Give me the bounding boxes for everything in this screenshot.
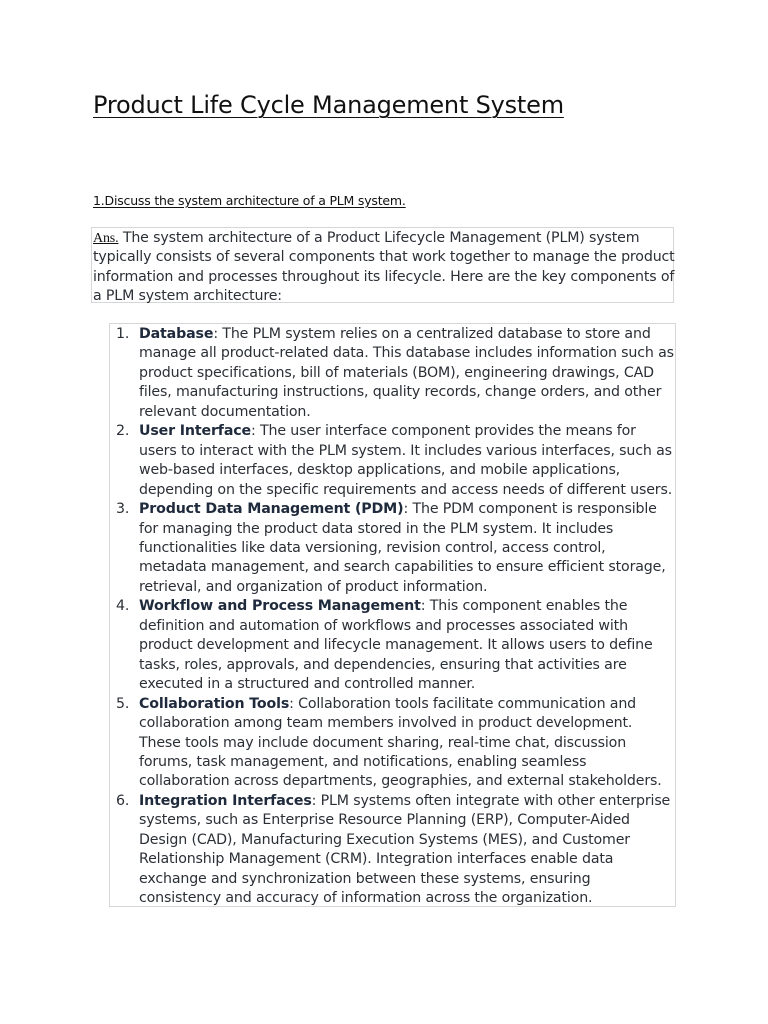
components-list bbox=[112, 325, 676, 909]
list-item-term: User Interface bbox=[139, 423, 251, 440]
document-title: Product Life Cycle Management System bbox=[93, 91, 564, 119]
list-item-number: 6. bbox=[116, 792, 130, 809]
list-item-description: : PLM systems often integrate with other enterprise systems, such as Enterprise Resource Planning (ERP), Computer-Aided Design (CAD), Manufacturing Execution Systems (MES), and Customer Relationship Management (CRM). Integration interfaces enable data exchange and synchronization between these systems, ensuring consistency and accuracy of information across the organization. bbox=[139, 792, 671, 907]
list-item bbox=[112, 422, 676, 500]
list-item-description: : The PLM system relies on a centralized database to store and manage all product-related data. This database includes information such as product specifications, bill of materials (BOM), engineering drawings, CAD files, manufacturing instructions, quality records, change orders, and other relevant documentation. bbox=[139, 326, 674, 420]
list-item bbox=[112, 500, 676, 597]
list-item-term: Collaboration Tools bbox=[139, 695, 290, 712]
list-item bbox=[112, 792, 676, 909]
list-item-description: : The PDM component is responsible for managing the product data stored in the PLM system. It includes functionalities like data versioning, revision control, access control, metadata management, and search capabilities to ensure efficient storage, retrieval, and organization of product information. bbox=[139, 501, 666, 595]
list-item-number: 5. bbox=[116, 695, 130, 712]
list-item-description: : Collaboration tools facilitate communication and collaboration among team members involved in product development. These tools may include document sharing, real-time chat, discussion forums, task management, and notifications, enabling seamless collaboration across departments, geographies, and external stakeholders. bbox=[139, 695, 662, 790]
list-item-description: : The user interface component provides the means for users to interact with the PLM system. It includes various interfaces, such as web-based interfaces, desktop applications, and mobile applications, depending on the specific requirements and access needs of different users. bbox=[139, 423, 673, 498]
list-item-number: 1. bbox=[116, 326, 130, 342]
list-item-term: Database bbox=[139, 326, 214, 342]
question-heading: 1.Discuss the system architecture of a PLM system. bbox=[93, 193, 406, 208]
list-item-number: 2. bbox=[116, 423, 130, 440]
list-item bbox=[112, 597, 676, 694]
list-item bbox=[112, 695, 676, 792]
list-item-term: Integration Interfaces bbox=[139, 792, 312, 809]
answer-paragraph bbox=[93, 229, 675, 307]
list-item-number: 3. bbox=[116, 501, 130, 518]
list-item-description: : This component enables the definition and automation of workflows and processes associated with product development and lifecycle management. It allows users to define tasks, roles, approvals, and dependencies, ensuring that activities are executed in a structured and controlled manner. bbox=[139, 598, 653, 693]
list-item-term: Product Data Management (PDM) bbox=[139, 501, 404, 518]
answer-text: The system architecture of a Product Lifecycle Management (PLM) system typically consists of several components that work together to manage the product information and processes throughout its lifecycle. Here are the key components of a PLM system architecture: bbox=[93, 230, 675, 305]
answer-label: Ans. bbox=[93, 231, 119, 246]
list-item-number: 4. bbox=[116, 598, 130, 615]
list-item-term: Workflow and Process Management bbox=[139, 598, 421, 615]
list-item bbox=[112, 325, 676, 422]
